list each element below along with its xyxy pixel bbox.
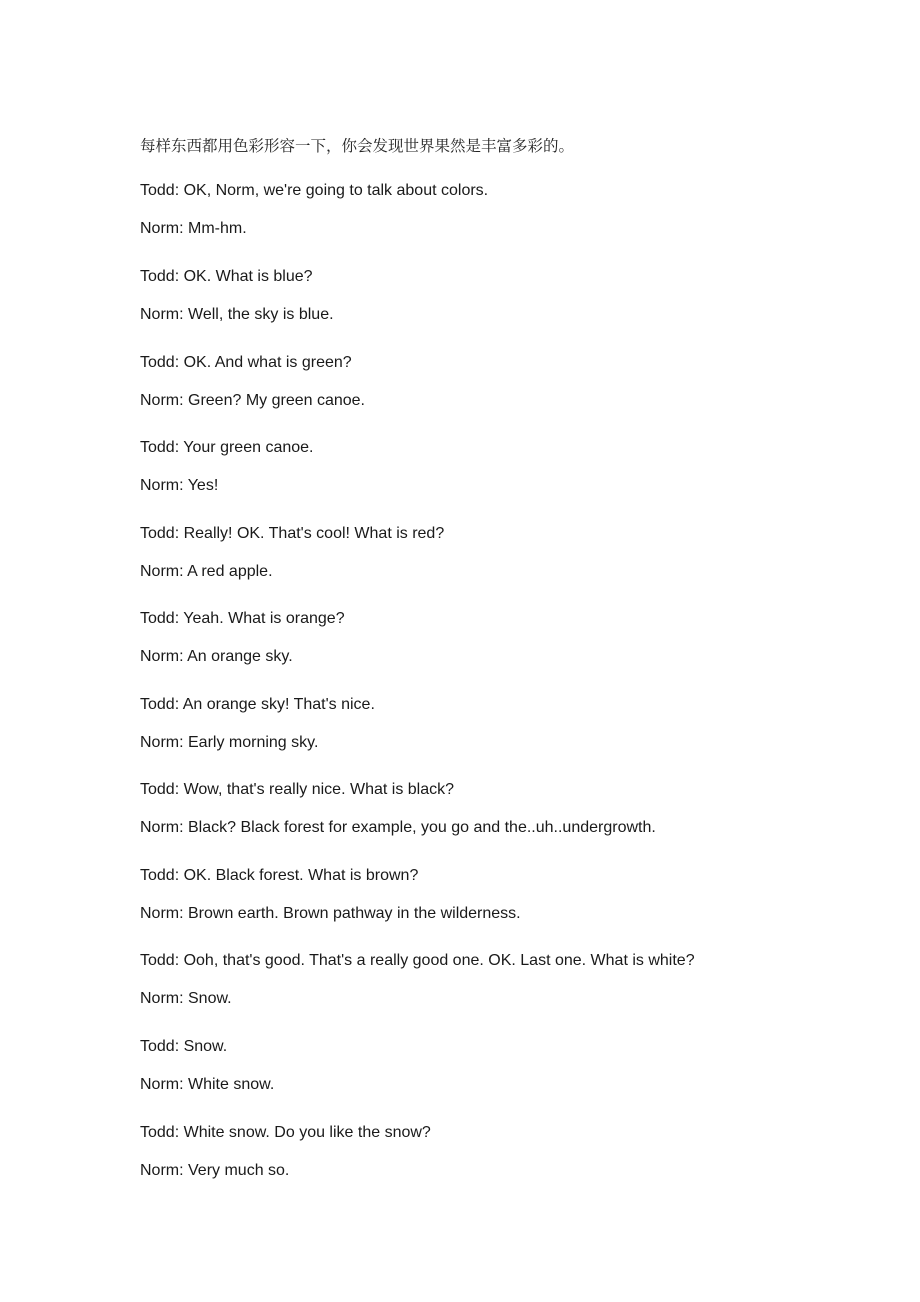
norm-line: Norm: Snow. [140, 990, 232, 1007]
todd-line: Todd: White snow. Do you like the snow? [140, 1124, 431, 1141]
exchange [140, 352, 840, 412]
norm-line: Norm: Black? Black forest for example, you go and the..uh..undergrowth. [140, 819, 656, 836]
exchange [140, 694, 840, 754]
norm-line: Norm: Very much so. [140, 1162, 290, 1179]
exchange [140, 779, 840, 839]
norm-line: Norm: Brown earth. Brown pathway in the wilderness. [140, 905, 521, 922]
todd-line: Todd: OK. What is blue? [140, 268, 313, 285]
todd-line: Todd: OK. Black forest. What is brown? [140, 867, 419, 884]
todd-line: Todd: OK, Norm, we're going to talk about colors. [140, 182, 489, 199]
document-page [140, 135, 840, 1179]
todd-line: Todd: OK. And what is green? [140, 354, 352, 371]
exchange [140, 266, 840, 326]
norm-line: Norm: An orange sky. [140, 648, 293, 665]
todd-line: Todd: Really! OK. That's cool! What is red? [140, 525, 445, 542]
todd-line: Todd: Ooh, that's good. That's a really good one. OK. Last one. What is white? [140, 952, 695, 969]
exchange [140, 950, 840, 1010]
todd-line: Todd: Yeah. What is orange? [140, 610, 345, 627]
norm-line: Norm: Green? My green canoe. [140, 392, 365, 409]
exchange [140, 865, 840, 925]
norm-line: Norm: Well, the sky is blue. [140, 306, 334, 323]
exchange [140, 1036, 840, 1096]
exchange [140, 523, 840, 583]
todd-line: Todd: Your green canoe. [140, 439, 314, 456]
norm-line: Norm: White snow. [140, 1076, 275, 1093]
norm-line: Norm: A red apple. [140, 563, 273, 580]
exchange [140, 180, 840, 240]
exchange [140, 1122, 840, 1182]
todd-line: Todd: Snow. [140, 1038, 228, 1055]
norm-line: Norm: Mm-hm. [140, 220, 247, 237]
intro-text: 每样东西都用色彩形容一下，你会发现世界果然是丰富多彩的。 [140, 137, 575, 155]
norm-line: Norm: Early morning sky. [140, 734, 319, 751]
todd-line: Todd: An orange sky! That's nice. [140, 696, 375, 713]
todd-line: Todd: Wow, that's really nice. What is black? [140, 781, 455, 798]
exchange [140, 608, 840, 668]
exchange [140, 437, 840, 497]
norm-line: Norm: Yes! [140, 477, 219, 494]
